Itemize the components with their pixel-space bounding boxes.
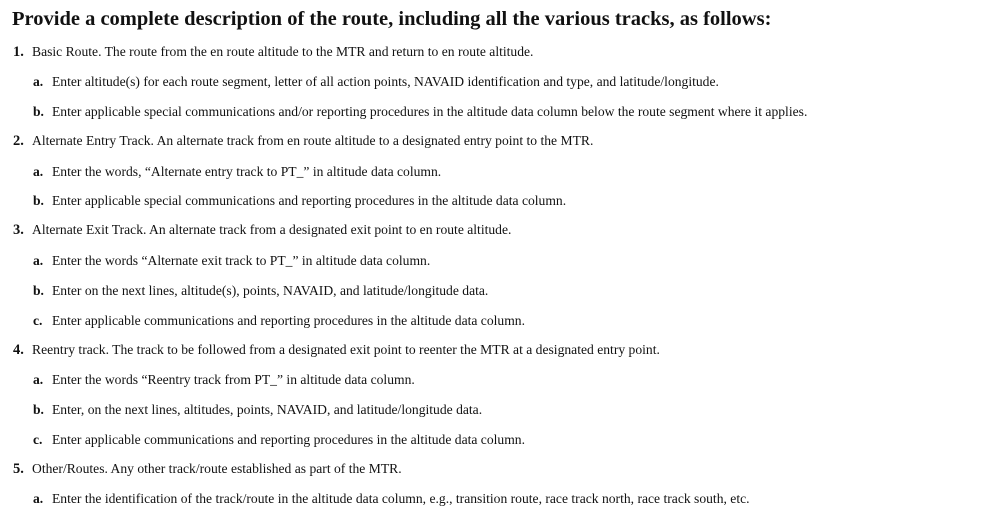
list-item-text: Enter applicable communications and reporting procedures in the altitude data column. xyxy=(52,432,525,447)
list-item-text: Enter applicable special communications and/or reporting procedures in the altitude data column below the route segment where it applies. xyxy=(52,104,808,119)
list-item-2b xyxy=(33,192,566,210)
list-item-4c xyxy=(33,431,525,449)
list-marker: a. xyxy=(33,74,44,89)
list-item-text: Alternate Entry Track. An alternate track from en route altitude to a designated entry point to the MTR. xyxy=(32,133,594,148)
list-marker: 4. xyxy=(13,342,24,358)
list-item-5 xyxy=(13,460,402,478)
list-marker: c. xyxy=(33,432,43,447)
list-item-text: Enter the identification of the track/route in the altitude data column, e.g., transition route, race track north, race track south, etc. xyxy=(52,491,750,506)
list-marker: b. xyxy=(33,193,44,208)
list-marker: a. xyxy=(33,491,44,506)
list-item-3a xyxy=(33,252,430,270)
list-marker: 3. xyxy=(13,222,24,238)
list-item-2 xyxy=(13,132,593,150)
list-marker: 1. xyxy=(13,44,24,60)
list-item-text: Other/Routes. Any other track/route established as part of the MTR. xyxy=(32,461,402,476)
list-item-text: Basic Route. The route from the en route altitude to the MTR and return to en route altitude. xyxy=(32,44,534,59)
list-item-text: Enter on the next lines, altitude(s), points, NAVAID, and latitude/longitude data. xyxy=(52,283,489,298)
list-item-1 xyxy=(13,43,533,61)
list-marker: a. xyxy=(33,253,44,268)
list-marker: a. xyxy=(33,372,44,387)
list-item-3 xyxy=(13,221,511,239)
list-item-2a xyxy=(33,163,441,181)
list-item-4 xyxy=(13,341,660,359)
list-item-1a xyxy=(33,73,719,91)
list-marker: 2. xyxy=(13,133,24,149)
page-heading: Provide a complete description of the route, including all the various tracks, as follows: xyxy=(12,8,772,30)
list-item-text: Enter applicable special communications and reporting procedures in the altitude data column. xyxy=(52,193,567,208)
list-item-text: Enter the words “Alternate exit track to PT_” in altitude data column. xyxy=(52,253,431,268)
list-marker: 5. xyxy=(13,461,24,477)
list-item-5a xyxy=(33,490,750,508)
list-marker: b. xyxy=(33,402,44,417)
list-item-4b xyxy=(33,401,482,419)
list-item-text: Reentry track. The track to be followed from a designated exit point to reenter the MTR at a designated entry point. xyxy=(32,342,660,357)
list-item-text: Alternate Exit Track. An alternate track from a designated exit point to en route altitude. xyxy=(32,222,512,237)
list-item-3b xyxy=(33,282,488,300)
list-item-4a xyxy=(33,371,415,389)
list-marker: b. xyxy=(33,104,44,119)
list-item-text: Enter altitude(s) for each route segment, letter of all action points, NAVAID identification and type, and latitude/longitude. xyxy=(52,74,719,89)
list-marker: a. xyxy=(33,164,44,179)
list-item-text: Enter the words “Reentry track from PT_” in altitude data column. xyxy=(52,372,415,387)
list-marker: b. xyxy=(33,283,44,298)
list-item-text: Enter the words, “Alternate entry track to PT_” in altitude data column. xyxy=(52,164,442,179)
list-item-3c xyxy=(33,312,525,330)
list-item-1b xyxy=(33,103,807,121)
list-marker: c. xyxy=(33,313,43,328)
list-item-text: Enter applicable communications and reporting procedures in the altitude data column. xyxy=(52,313,525,328)
list-item-text: Enter, on the next lines, altitudes, points, NAVAID, and latitude/longitude data. xyxy=(52,402,483,417)
